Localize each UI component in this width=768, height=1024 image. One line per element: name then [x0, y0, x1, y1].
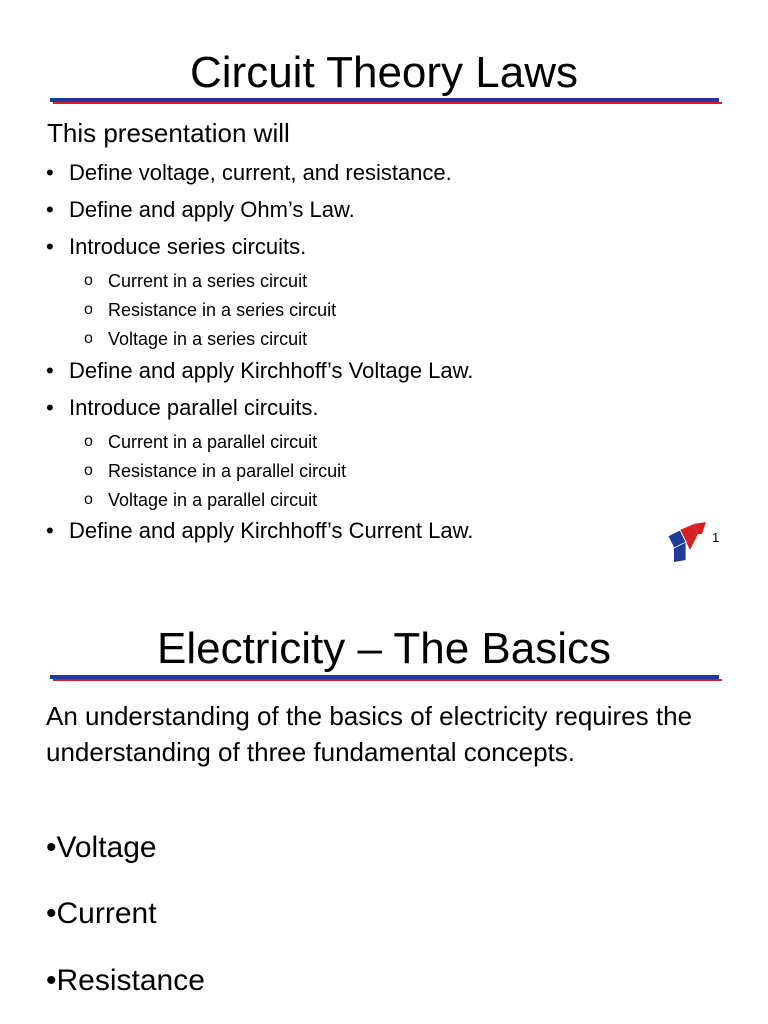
slide-2-title: Electricity – The Basics: [156, 624, 611, 673]
bullet-text: Introduce series circuits.: [69, 234, 307, 259]
arrow-logo-icon: [664, 520, 708, 564]
bullet-marker: •: [46, 160, 54, 185]
title-rule: [50, 675, 722, 682]
bullet-marker: •: [46, 518, 54, 543]
bullet-text: Voltage in a series circuit: [108, 329, 308, 349]
title-rule-red: [53, 102, 722, 104]
intro-text: This presentation will: [47, 118, 290, 148]
concept-current: •Current: [46, 897, 157, 930]
bullet-marker: •: [46, 234, 54, 259]
sub-bullet-marker: o: [84, 491, 93, 508]
bullet-text: Resistance in a series circuit: [108, 300, 337, 320]
bullet-marker: •: [46, 197, 54, 222]
slide-2: [0, 590, 768, 1024]
sub-bullet-marker: o: [84, 330, 93, 347]
bullet-text: Voltage in a parallel circuit: [108, 490, 318, 510]
concept-voltage: •Voltage: [46, 831, 157, 864]
intro-paragraph: An understanding of the basics of electricity requires the understanding of three fundamental concepts.: [46, 701, 693, 767]
bullet-marker: •: [46, 395, 54, 420]
page-number: 1: [712, 530, 720, 545]
title-rule-red: [53, 679, 722, 681]
bullet-text: Current in a series circuit: [108, 271, 308, 291]
bullet-text: Current in a parallel circuit: [108, 432, 318, 452]
bullet-marker: •: [46, 358, 54, 383]
bullet-text: Resistance in a parallel circuit: [108, 461, 347, 481]
sub-bullet-marker: o: [84, 301, 93, 318]
bullet-text: Define voltage, current, and resistance.: [69, 160, 452, 185]
bullet-text: Introduce parallel circuits.: [69, 395, 319, 420]
concept-resistance: •Resistance: [46, 964, 205, 997]
bullet-text: Define and apply Kirchhoff’s Voltage Law.: [69, 358, 474, 383]
sub-bullet-marker: o: [84, 433, 93, 450]
title-rule: [50, 98, 722, 105]
bullet-text: Define and apply Ohm’s Law.: [69, 197, 355, 222]
sub-bullet-marker: o: [84, 272, 93, 289]
sub-bullet-marker: o: [84, 462, 93, 479]
slide-1-title: Circuit Theory Laws: [190, 48, 578, 97]
bullet-text: Define and apply Kirchhoff’s Current Law.: [69, 518, 474, 543]
